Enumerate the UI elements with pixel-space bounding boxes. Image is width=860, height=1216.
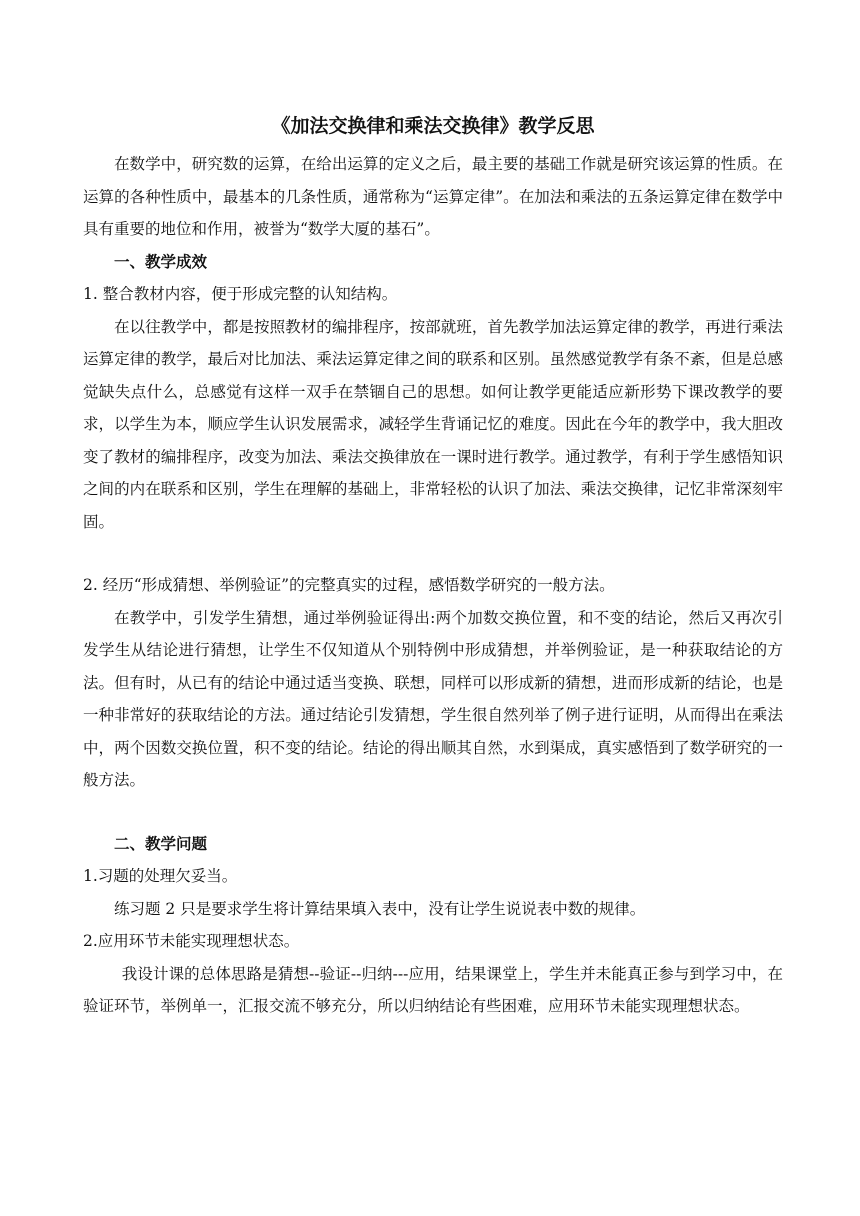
problems-item-1-title: 1.习题的处理欠妥当。 [83, 867, 238, 885]
section-heading-problems: 二、教学问题 [114, 833, 208, 853]
results-item-1-body: 在以往教学中，都是按照教材的编排程序，按部就班，首先教学加法运算定律的教学，再进行乘法运算定律的教学，最后对比加法、乘法运算定律之间的联系和区别。虽然感觉教学有条不紊，但是总感觉缺失点什么，总感觉有这样一双手在禁锢自己的思想。如何让教学更能适应新形势下课改教学的要求，以学生为本，顺应学生认识发展需求，减轻学生背诵记忆的难度。因此在今年的教学中，我大胆改变了教材的编排程序，改变为加法、乘法交换律放在一课时进行教学。通过教学，有利于学生感悟知识之间的内在联系和区别，学生在理解的基础上，非常轻松的认识了加法、乘法交换律，记忆非常深刻牢固。 [83, 317, 783, 531]
document-page [83, 110, 783, 1023]
problems-item-2-title: 2.应用环节未能实现理想状态。 [83, 932, 300, 950]
problems-item-2-body: 我设计课的总体思路是猜想--验证--归纳---应用，结果课堂上，学生并未能真正参与到学习中，在验证环节，举例单一，汇报交流不够充分，所以归纳结论有些困难，应用环节未能实现理想状态。 [83, 964, 783, 1015]
results-item-2-title: 2. 经历“形成猜想、举例验证”的完整真实的过程，感悟数学研究的一般方法。 [83, 576, 615, 594]
paragraph-gap [83, 797, 783, 828]
problems-item-1-body: 练习题 2 只是要求学生将计算结果填入表中，没有让学生说说表中数的规律。 [114, 899, 646, 918]
document-title: 《加法交换律和乘法交换律》教学反思 [271, 115, 595, 137]
results-item-1-title: 1. 整合教材内容，便于形成完整的认知结构。 [83, 285, 398, 303]
section-heading-results: 一、教学成效 [114, 251, 208, 271]
paragraph-gap [83, 538, 783, 569]
intro-paragraph: 在数学中，研究数的运算，在给出运算的定义之后，最主要的基础工作就是研究该运算的性质。在运算的各种性质中，最基本的几条性质，通常称为“运算定律”。在加法和乘法的五条运算定律在数学中具有重要的地位和作用，被誉为“数学大厦的基石”。 [83, 155, 783, 238]
results-item-2-body: 在教学中，引发学生猜想，通过举例验证得出:两个加数交换位置，和不变的结论，然后又再次引发学生从结论进行猜想，让学生不仅知道从个别特例中形成猜想，并举例验证，是一种获取结论的方法。但有时，从已有的结论中通过适当变换、联想，同样可以形成新的猜想，进而形成新的结论，也是一种非常好的获取结论的方法。通过结论引发猜想，学生很自然列举了例子进行证明，从而得出在乘法中，两个因数交换位置，积不变的结论。结论的得出顺其自然，水到渠成，真实感悟到了数学研究的一般方法。 [83, 608, 783, 789]
